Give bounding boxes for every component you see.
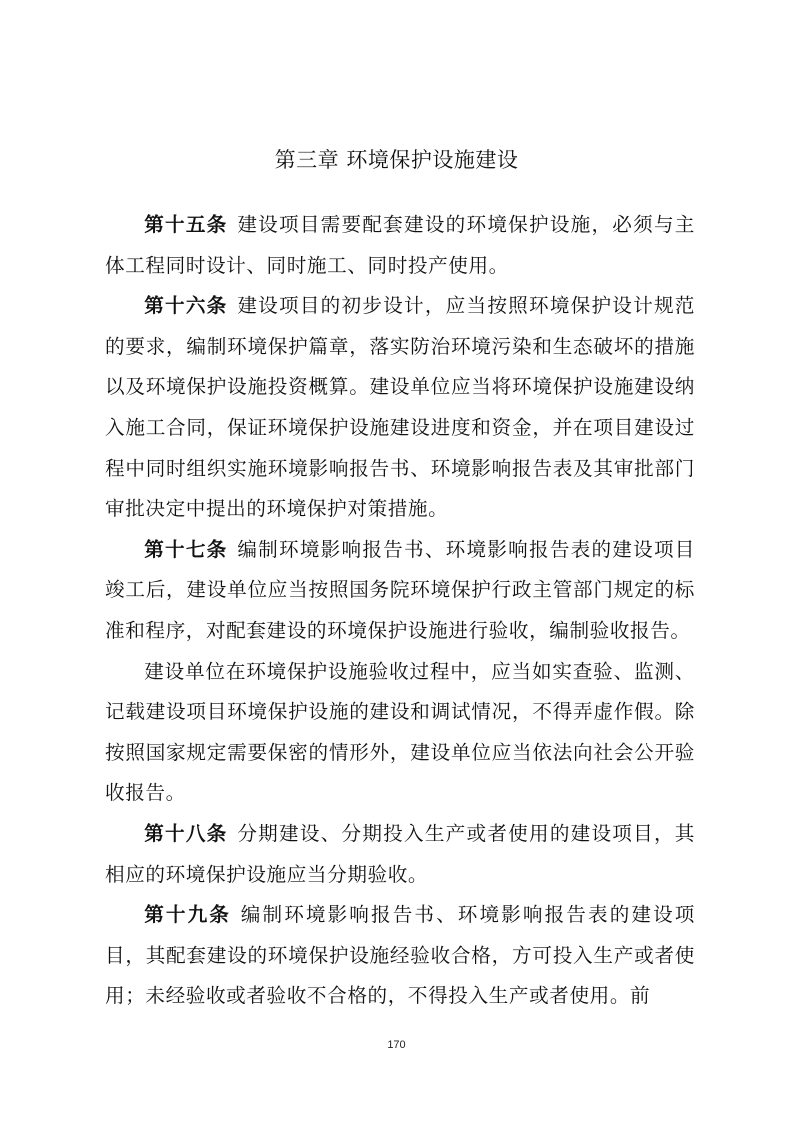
article-15-paragraph: [105, 205, 695, 286]
article-number: 第十九条: [144, 903, 231, 927]
chapter-title: 第三章 环境保护设施建设: [274, 148, 519, 172]
article-text: 分期建设、分期投入生产或者使用的建设项目，其相应的环境保护设施应当分期验收。: [105, 821, 696, 886]
article-number: 第十七条: [144, 537, 228, 561]
article-text: 建设项目需要配套建设的环境保护设施，必须与主体工程同时设计、同时施工、同时投产使用。: [105, 213, 696, 277]
article-19-paragraph: [105, 895, 695, 1017]
article-18-paragraph: [105, 814, 695, 895]
article-number: 第十八条: [144, 821, 228, 845]
article-text: 建设单位在环境保护设施验收过程中，应当如实查验、监测、记载建设项目环境保护设施的建设和调试情况，不得弄虚作假。除按照国家规定需要保密的情形外，建设单位应当依法向社会公开验收报告。: [105, 659, 695, 805]
article-number: 第十六条: [144, 294, 228, 318]
document-body: [105, 205, 695, 1017]
article-17-paragraph: [105, 530, 695, 652]
article-text: 建设项目的初步设计，应当按照环境保护设计规范的要求，编制环境保护篇章，落实防治环境污染和生态破坏的措施以及环境保护设施投资概算。建设单位应当将环境保护设施建设纳入施工合同，保证环境保护设施建设进度和资金，并在项目建设过程中同时组织实施环境影响报告书、环境影响报告表及其审批部门审批决定中提出的环境保护对策措施。: [105, 294, 696, 521]
article-17-continuation-paragraph: [105, 652, 695, 814]
article-16-paragraph: [105, 286, 695, 530]
page-number: 170: [387, 1039, 406, 1051]
article-text: 编制环境影响报告书、环境影响报告表的建设项目竣工后，建设单位应当按照国务院环境保护行政主管部门规定的标准和程序，对配套建设的环境保护设施进行验收，编制验收报告。: [105, 537, 696, 642]
article-text: 编制环境影响报告书、环境影响报告表的建设项目，其配套建设的环境保护设施经验收合格，方可投入生产或者使用；未经验收或者验收不合格的，不得投入生产或者使用。前: [105, 903, 695, 1008]
article-number: 第十五条: [144, 213, 228, 236]
